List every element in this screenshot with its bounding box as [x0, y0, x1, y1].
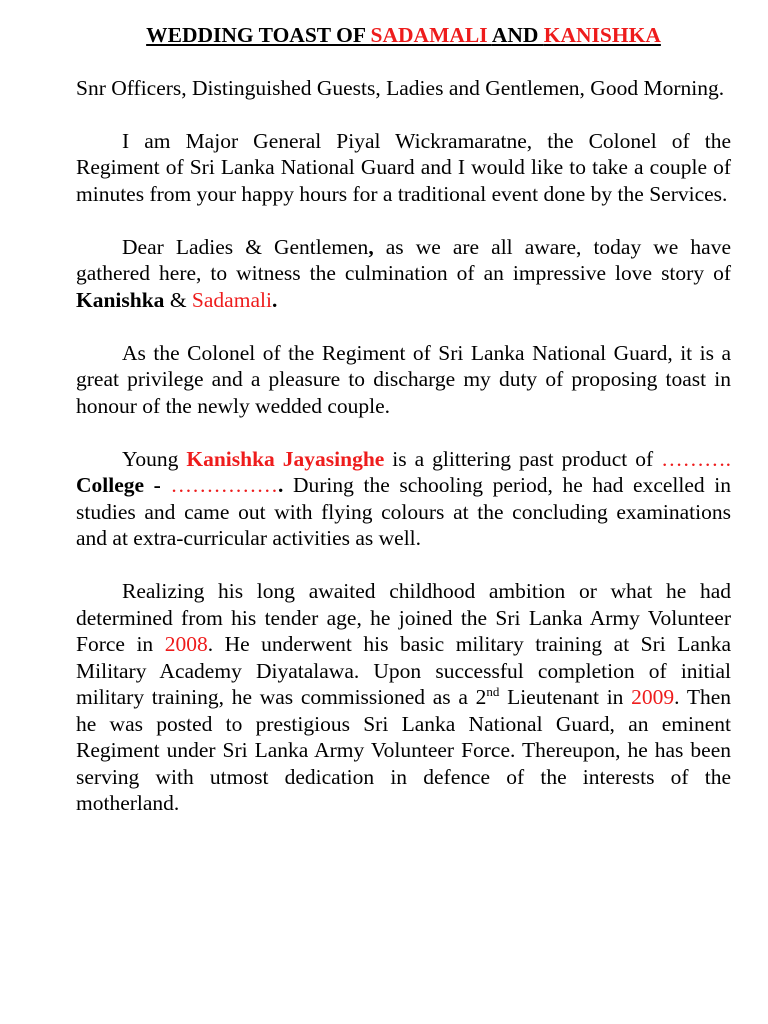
- introduction-paragraph: I am Major General Piyal Wickramaratne, the Colonel of the Regiment of Sri Lanka National Guard and I would like to take a couple of minutes from your happy hours for a traditional event done by the Services.: [76, 128, 731, 206]
- title-prefix: WEDDING TOAST OF: [146, 23, 371, 47]
- groom-bg-text-a: Young: [122, 446, 187, 471]
- college-end-dot: .: [277, 473, 284, 497]
- love-story-paragraph: [76, 234, 731, 314]
- career-text-c: Lieutenant in: [499, 685, 632, 709]
- love-story-end: .: [271, 287, 278, 312]
- love-story-groom: Kanishka: [76, 287, 165, 312]
- ordinal-superscript: nd: [486, 683, 500, 699]
- career-text-b: . He underwent his basic military training at Sri Lanka Military Academy Diyatalawa. Upon successful completion of initial military training, he was commissioned as a 2: [76, 632, 731, 709]
- love-story-amp: &: [164, 287, 192, 312]
- groom-bg-text-b: is a glittering past product of: [384, 446, 662, 471]
- greeting-paragraph: Snr Officers, Distinguished Guests, Ladies and Gentlemen, Good Morning.: [76, 75, 725, 100]
- groom-full-name: Kanishka Jayasinghe: [186, 446, 385, 471]
- career-text-d: . Then he was posted to prestigious Sri Lanka National Guard, an eminent Regiment under Sri Lanka Army Volunteer Force. Thereupon, he has been serving with utmost dedication in defence of the interests of the motherland.: [76, 685, 732, 815]
- love-story-bride: Sadamali: [191, 287, 272, 312]
- document-page: [76, 22, 731, 843]
- college-label: College -: [76, 473, 171, 497]
- college-placeholder-dots-1: ……….: [661, 446, 732, 471]
- document-title: [76, 22, 731, 49]
- military-career-paragraph: [76, 578, 731, 817]
- groom-background-paragraph: [76, 446, 731, 552]
- title-groom-name: KANISHKA: [543, 23, 661, 47]
- college-placeholder-dots-2: ……………: [170, 473, 278, 497]
- career-text-a: Realizing his long awaited childhood ambition or what he had determined from his tender age, he joined the Sri Lanka Army Volunteer Force in: [76, 579, 731, 656]
- career-year-joined: 2008: [164, 632, 208, 656]
- career-year-commissioned: 2009: [631, 685, 675, 709]
- title-bride-name: SADAMALI: [370, 23, 492, 47]
- love-story-comma: ,: [368, 234, 374, 259]
- title-conjunction: AND: [491, 23, 544, 47]
- colonel-duty-paragraph: As the Colonel of the Regiment of Sri Lanka National Guard, it is a great privilege and a pleasure to discharge my duty of proposing toast in honour of the newly wedded couple.: [76, 340, 731, 418]
- love-story-text-b: as we are all aware, today we have gathered here, to witness the culmination of an impressive love story of: [76, 234, 731, 285]
- love-story-text-a: Dear Ladies & Gentlemen: [122, 234, 369, 259]
- groom-bg-text-c: During the schooling period, he had excelled in studies and came out with flying colours at the concluding examinations and at extra-curricular activities as well.: [76, 473, 732, 550]
